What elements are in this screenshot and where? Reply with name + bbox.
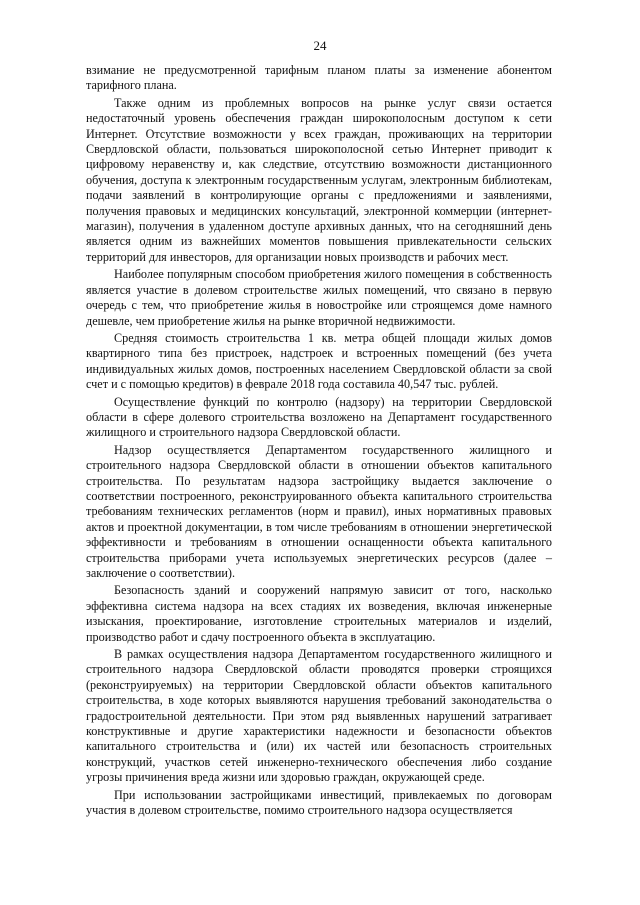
paragraph: При использовании застройщиками инвестиций, привлекаемых по договорам участия в долевом строительстве, помимо строительного надзора осуществляется — [86, 787, 552, 818]
paragraph: Также одним из проблемных вопросов на рынке услуг связи остается недостаточный уровень обеспечения граждан широкополосным доступом к сети Интернет. Отсутствие возможности у всех граждан, проживающих на территории Свердловской области, пользоваться широкополосной сетью Интернет приводит к цифровому неравенству и, как следствие, отсутствию возможности дистанционного обучения, доступа к электронным государственным услугам, электронным библиотекам, подачи заявлений в контролирующие органы с предложениями и заявлениями, получения правовых и медицинских консультаций, электронной коммерции (интернет-магазин), получения в удаленном доступе архивных данных, что на сегодняшний день является одним из важнейших моментов повышения привлекательности сельских территорий для инвесторов, для организации новых производств и рабочих мест. — [86, 95, 552, 264]
page-number: 24 — [313, 38, 327, 53]
paragraph: взимание не предусмотренной тарифным планом платы за изменение абонентом тарифного плана. — [86, 63, 552, 93]
paragraph: Наиболее популярным способом приобретения жилого помещения в собственность является участие в долевом строительстве жилых помещений, что связано в первую очередь с тем, что приобретение жилья в новостройке или строящемся доме намного дешевле, чем приобретение жилья на рынке вторичной недвижимости. — [86, 267, 552, 328]
paragraph: В рамках осуществления надзора Департаментом государственного жилищного и строительного надзора Свердловской области проводятся проверки строящихся (реконструируемых) на территории Свердловской области объектов капитального строительства, в ходе которых выявляются нарушения требований законодательства о градостроительной деятельности. При этом ряд выявленных нарушений затрагивает конструктивные и другие характеристики надежности и безопасности объектов капитального строительства и (или) их частей или безопасность строительных конструкций, участков сетей инженерно-технического обеспечения либо создание угрозы причинения вреда жизни или здоровью граждан, окружающей среде. — [86, 647, 552, 785]
paragraph: Надзор осуществляется Департаментом государственного жилищного и строительного надзора Свердловской области в отношении объектов капитального строительства. По результатам надзора застройщику выдается заключение о соответствии построенного, реконструированного объекта капитального строительства требованиям технических регламентов (норм и правил), иных нормативных правовых актов и проектной документации, в том числе требованиям в отношении энергетической эффективности и требованиям в отношении оснащенности объекта капитального строительства приборами учета используемых энергетических ресурсов (далее – заключение о соответствии). — [86, 442, 552, 580]
paragraph: Осуществление функций по контролю (надзору) на территории Свердловской области в сфере долевого строительства возложено на Департамент государственного жилищного и строительного надзора Свердловской области. — [86, 394, 552, 440]
paragraph: Средняя стоимость строительства 1 кв. метра общей площади жилых домов квартирного типа без пристроек, надстроек и встроенных помещений (без учета индивидуальных жилых домов, построенных населением Свердловской области за свой счет и с помощью кредитов) в феврале 2018 года составила 40,547 тыс. рублей. — [86, 330, 552, 392]
paragraph: Безопасность зданий и сооружений напрямую зависит от того, насколько эффективна система надзора на всех стадиях их возведения, включая инженерные изыскания, проектирование, изготовление строительных материалов и изделий, производство работ и сдачу построенного объекта в эксплуатацию. — [86, 583, 552, 644]
body-text — [86, 63, 552, 821]
